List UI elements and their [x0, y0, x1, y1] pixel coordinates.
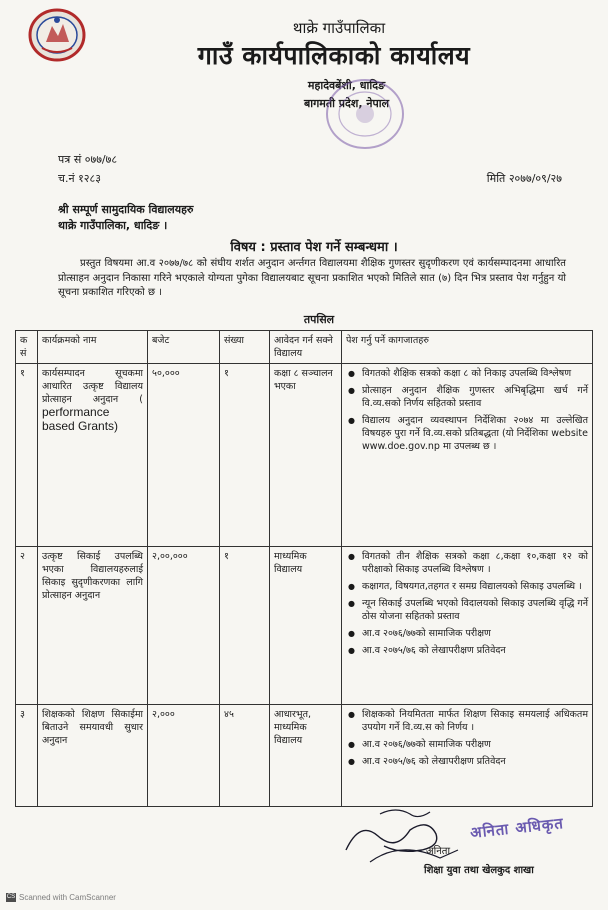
- office-title: गाउँ कार्यपालिकाको कार्यालय: [197, 41, 471, 70]
- list-item: ● आ.व २०७६/७७को सामाजिक परीक्षण: [362, 627, 588, 640]
- program-name-english: performance based Grants): [42, 405, 119, 433]
- list-item: ● कक्षागत, विषयगत,तहगत र समग्र विद्यालयको सिकाइ उपलब्धि ।: [362, 580, 588, 593]
- municipality-name: थाक्रे गाउँपालिका: [292, 19, 386, 37]
- details-heading: तपसिल: [303, 313, 335, 326]
- camscanner-icon: CS: [6, 894, 16, 901]
- list-item: ● प्रोत्साहन अनुदान शैक्षिक गुणस्तर अभिबृद्धिमा खर्च गर्ने वि.व्य.सको निर्णय सहितको प्रस्ताव: [362, 384, 588, 410]
- cell-documents: [342, 705, 593, 807]
- program-name-text: शिक्षकको शिक्षण सिकाईमा बिताउने समयावधी सुधार अनुदान: [42, 709, 143, 746]
- program-name-text: कार्यसम्पादन सूचकमा आधारित उत्कृष्ट विद्यालय प्रोत्साहन अनुदान (: [42, 368, 143, 405]
- list-item: ● विगतको शैक्षिक सत्रको कक्षा ८ को निकाइ उपलब्धि विश्लेषण: [362, 367, 588, 380]
- office-seal-stamp: [322, 74, 408, 154]
- addressee-line-2: थाक्रे गाउँपालिका, धादिङ ।: [58, 219, 168, 232]
- program-table: [15, 330, 593, 807]
- program-name-text: उत्कृष्ट सिकाई उपलब्धि भएका विद्यालयहरुलाई सिकाइ सुदृणीकरणका लागि प्रोत्साहन अनुदान: [42, 551, 143, 601]
- header-sn: क सं: [16, 331, 38, 364]
- officer-stamp: अनिता अधिकृत: [469, 814, 565, 842]
- cell-budget: ५०,०००: [148, 364, 220, 547]
- cell-count: ४५: [220, 705, 270, 807]
- table-row: [16, 547, 593, 705]
- document-list: [346, 367, 588, 453]
- cell-program-name: [38, 364, 148, 547]
- cell-sn: ३: [16, 705, 38, 807]
- letter-number: पत्र सं ०७७/७८: [58, 153, 118, 166]
- cell-sn: १: [16, 364, 38, 547]
- cell-eligibility: माध्यमिक विद्यालय: [270, 547, 342, 705]
- intro-paragraph: प्रस्तुत विषयमा आ.व २०७७/७८ को संघीय शर्शत अनुदान अर्न्तगत विद्यालयमा शैक्षिक गुणस्तर सुदृणीकरण एवं कार्यसम्पादनमा आधारित प्रोत्साहन अनुदान निकासा गरिने भएकाले योग्यता पुगेका विद्यालयबाट सूचना प्रकाशित भएको मितिले सात (७) दिन भित्र प्रस्ताव पेश गर्नुहुन यो सूचना प्रकाशित गरिएको छ ।: [58, 258, 566, 298]
- dispatch-number: च.नं १२८३: [58, 172, 101, 185]
- list-item: ● आ.व २०७५/७६ को लेखापरीक्षण प्रतिवेदन: [362, 644, 588, 657]
- cell-budget: २,०००: [148, 705, 220, 807]
- cell-eligibility: कक्षा ८ सञ्चालन भएका: [270, 364, 342, 547]
- scanner-watermark: [6, 893, 116, 902]
- header-program-name: कार्यक्रमको नाम: [38, 331, 148, 364]
- cell-program-name: [38, 547, 148, 705]
- table-row: [16, 364, 593, 547]
- table-header-row: [16, 331, 593, 364]
- officer-name: अनिता: [426, 846, 451, 857]
- watermark-text: Scanned with CamScanner: [19, 893, 116, 902]
- list-item: ● आ.व २०७६/७७को सामाजिक परीक्षण: [362, 738, 588, 751]
- document-list: [346, 708, 588, 768]
- cell-count: १: [220, 547, 270, 705]
- list-item: ● आ.व २०७५/७६ को लेखापरीक्षण प्रतिवेदन: [362, 755, 588, 768]
- header-budget: बजेट: [148, 331, 220, 364]
- branch-name: शिक्षा युवा तथा खेलकुद शाखा: [424, 865, 534, 876]
- cell-sn: २: [16, 547, 38, 705]
- list-item: ● विगतको तीन शैक्षिक सत्रको कक्षा ८,कक्षा १०,कक्षा १२ को परीक्षाको सिकाइ उपलब्धि विश्लेषण ।: [362, 550, 588, 576]
- table-row: [16, 705, 593, 807]
- list-item: ● विद्यालय अनुदान व्यवस्थापन निर्देशिका २०७४ मा उल्लेखित विषयहरु पुरा गर्ने वि.व्य.सको प्रतिबद्धता (यो निर्देशिका website www.doe.gov.np मा उपलब्ध छ ।: [362, 414, 588, 453]
- cell-documents: [342, 364, 593, 547]
- cell-documents: [342, 547, 593, 705]
- office-location: महादेवबेंशी, धादिङ: [307, 79, 386, 92]
- cell-eligibility: आधारभूत, माध्यमिक विद्यालय: [270, 705, 342, 807]
- list-item: ● शिक्षकको नियमितता मार्फत शिक्षण सिकाइ समयलाई अधिकतम उपयोग गर्ने वि.व्य.स को निर्णय ।: [362, 708, 588, 734]
- office-province: बागमती प्रदेश, नेपाल: [303, 97, 390, 110]
- header-eligibility: आवेदन गर्न सक्ने विद्यालय: [270, 331, 342, 364]
- cell-program-name: [38, 705, 148, 807]
- subject-line: विषय : प्रस्ताव पेश गर्ने सम्बन्धमा ।: [230, 240, 398, 255]
- header-documents: पेश गर्नु पर्ने कागजातहरु: [342, 331, 593, 364]
- addressee-line-1: श्री सम्पूर्ण सामुदायिक विद्यालयहरु: [58, 203, 194, 216]
- header-count: संख्या: [220, 331, 270, 364]
- cell-budget: २,००,०००: [148, 547, 220, 705]
- letter-date: मिति २०७७/०९/२७: [486, 172, 562, 185]
- list-item: ● न्यून सिकाई उपलब्धि भएको विदालयको सिकाइ उपलब्धि वृद्धि गर्ने ठोस योजना सहितको प्रस्ताव: [362, 597, 588, 623]
- document-list: [346, 550, 588, 657]
- cell-count: १: [220, 364, 270, 547]
- handwritten-signature: [340, 800, 480, 868]
